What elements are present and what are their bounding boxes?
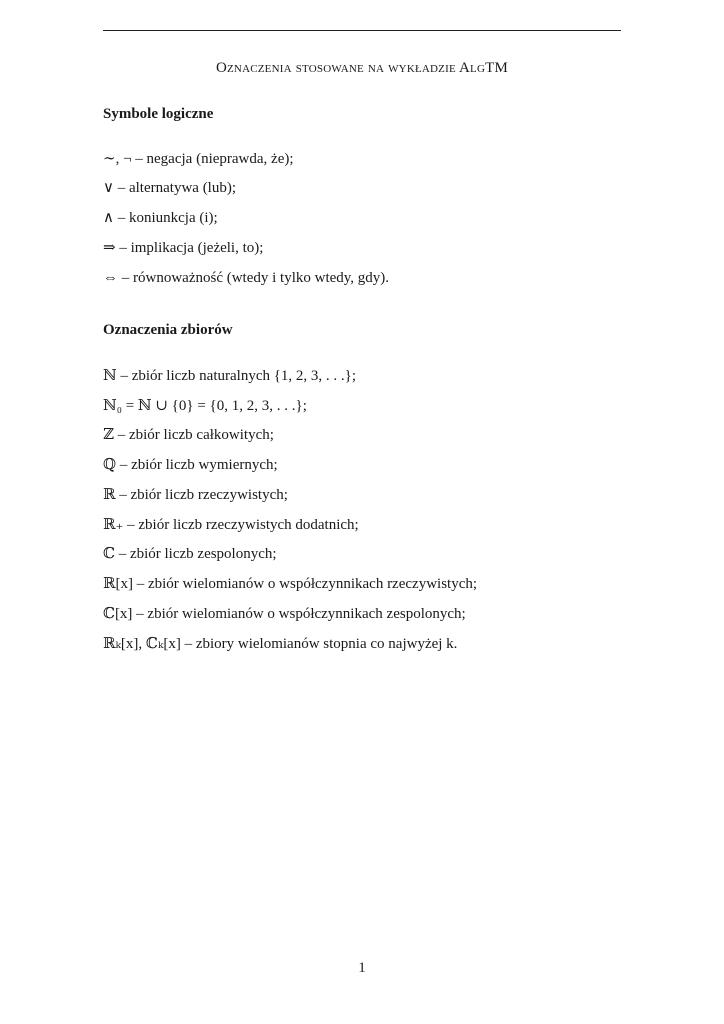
entry-implication: ⇒ – implikacja (jeżeli, to); bbox=[103, 240, 264, 256]
page-number: 1 bbox=[358, 960, 366, 976]
top-rule bbox=[103, 30, 621, 31]
entry-integers: ℤ – zbiór liczb całkowitych; bbox=[103, 427, 274, 443]
entry-bounded-degree-polynomials: ℝₖ[x], ℂₖ[x] – zbiory wielomianów stopnia co najwyżej k. bbox=[103, 636, 458, 652]
entry-conjunction: ∧ – koniunkcja (i); bbox=[103, 210, 218, 226]
entry-real-polynomials: ℝ[x] – zbiór wielomianów o współczynnikach rzeczywistych; bbox=[103, 576, 478, 592]
entry-equivalence: ⇔ – równoważność (wtedy i tylko wtedy, gdy). bbox=[103, 270, 390, 286]
entry-positive-reals: ℝ₊ – zbiór liczb rzeczywistych dodatnich; bbox=[103, 517, 359, 533]
entry-alternative: ∨ – alternatywa (lub); bbox=[103, 180, 237, 196]
entry-negation: ∼, ¬ – negacja (nieprawda, że); bbox=[103, 151, 294, 167]
section-heading-logic-symbols: Symbole logiczne bbox=[103, 106, 214, 122]
document-title: Oznaczenia stosowane na wykładzie AlgTM bbox=[215, 60, 508, 76]
entry-reals: ℝ – zbiór liczb rzeczywistych; bbox=[103, 487, 288, 503]
section-heading-set-notations: Oznaczenia zbiorów bbox=[103, 322, 233, 338]
entry-complex-polynomials: ℂ[x] – zbiór wielomianów o współczynnikach zespolonych; bbox=[103, 606, 466, 622]
entry-naturals: ℕ – zbiór liczb naturalnych {1, 2, 3, . . .}; bbox=[103, 368, 357, 384]
entry-naturals-with-zero: ℕ₀ = ℕ ∪ {0} = {0, 1, 2, 3, . . .}; bbox=[103, 398, 307, 414]
entry-rationals: ℚ – zbiór liczb wymiernych; bbox=[103, 457, 278, 473]
entry-complex: ℂ – zbiór liczb zespolonych; bbox=[103, 546, 277, 562]
